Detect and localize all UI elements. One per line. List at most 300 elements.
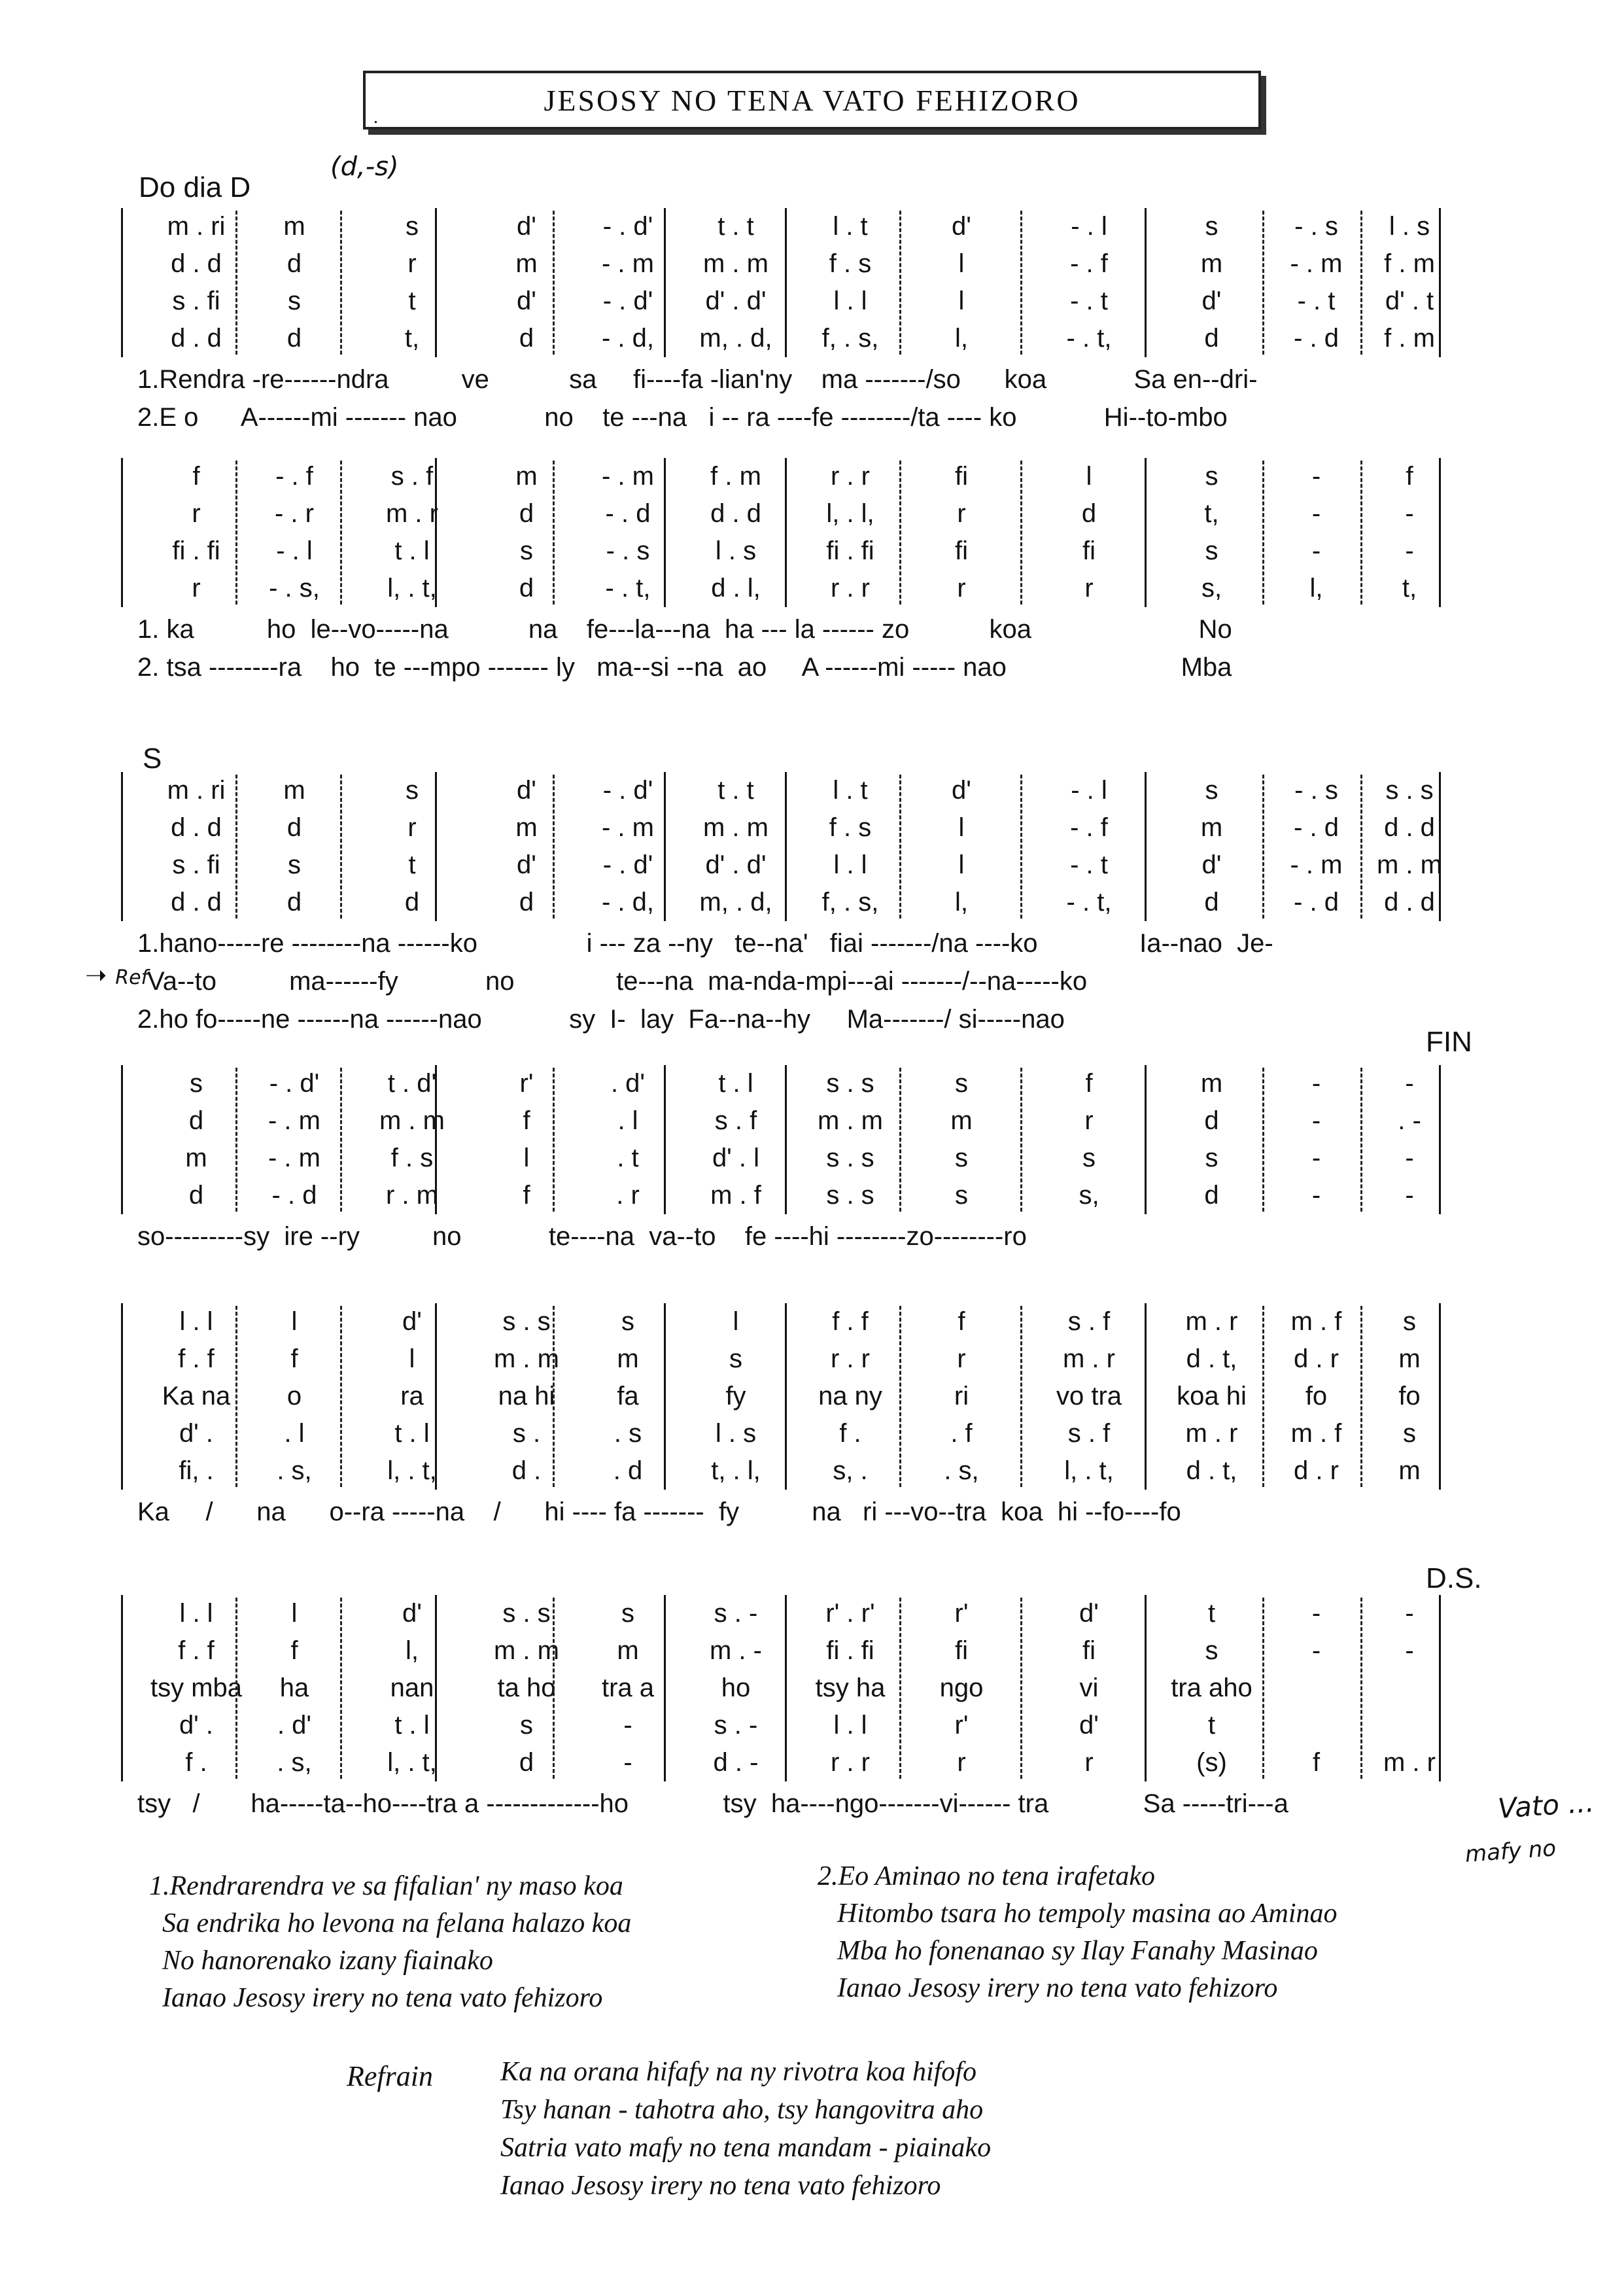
solfa-cell: t . l (394, 1711, 430, 1740)
beat-divider (899, 775, 901, 919)
solfa-cell: m (515, 813, 538, 842)
solfa-cell: l (958, 850, 965, 879)
solfa-cell: s (1205, 1144, 1218, 1172)
solfa-cell: s . fi (172, 850, 220, 879)
solfa-cell: l (958, 287, 965, 315)
solfa-cell: - . f (275, 462, 313, 491)
solfa-cell: d' (517, 287, 536, 315)
bar-line (1439, 772, 1441, 921)
bar-line (435, 1065, 437, 1214)
solfa-cell: d . d (1384, 888, 1435, 917)
solfa-cell: f (1406, 462, 1413, 491)
beat-divider (235, 1598, 237, 1779)
bar-line (664, 1595, 666, 1781)
ref-marker: Ref (115, 966, 148, 989)
solfa-cell: l . l (833, 1711, 867, 1740)
solfa-cell: fi (955, 462, 968, 491)
solfa-cell: d . d (171, 249, 222, 278)
solfa-cell: f, . s, (821, 888, 879, 917)
solfa-cell: s (955, 1069, 968, 1098)
solfa-cell: fi, . (179, 1456, 214, 1485)
beat-divider (340, 1598, 342, 1779)
solfa-cell: s . s (826, 1069, 874, 1098)
solfa-cell: m . r (386, 499, 438, 528)
solfa-cell: l, . t, (387, 574, 437, 603)
solfa-cell: fi . fi (172, 536, 220, 565)
solfa-cell (1269, 1670, 1364, 1707)
solfa-cell: fi (955, 1636, 968, 1665)
solfa-cell: d . l, (711, 574, 761, 603)
solfa-cell: d . (511, 1456, 542, 1485)
solfa-cell: s (1403, 1307, 1416, 1336)
bar-line (785, 458, 787, 607)
solfa-cell: t . d' (387, 1069, 437, 1098)
solfa-cell: s . (512, 1419, 541, 1448)
solfa-cell: f . s (829, 813, 872, 842)
solfa-cell: - (1405, 1181, 1414, 1210)
solfa-cell: l, . l, (826, 499, 874, 528)
solfa-cell: - . d (1294, 888, 1339, 917)
solfa-cell: - . t (1297, 287, 1336, 315)
solfa-cell: m (1200, 813, 1223, 842)
solfa-cell: fi (1082, 536, 1096, 565)
beat-divider (235, 1068, 237, 1212)
solfa-cell: vo tra (1056, 1382, 1122, 1410)
solfa-cell: - (623, 1711, 632, 1740)
solfa-cell: d' . (179, 1711, 214, 1740)
solfa-cell: r . r (831, 574, 870, 603)
solfa-cell: m (1200, 1069, 1223, 1098)
solfa-cell: - (623, 1748, 632, 1777)
voice-row (121, 1102, 1455, 1140)
bar-line (1439, 1303, 1441, 1490)
solfa-cell: t (408, 850, 416, 879)
solfa-cell: d (286, 249, 302, 278)
key-signature: Do dia D (139, 171, 251, 203)
voice-row (121, 1632, 1455, 1670)
solfa-cell: r' (954, 1711, 969, 1740)
bar-line (785, 1595, 787, 1781)
beat-divider (899, 461, 901, 604)
solfa-cell: ta ho (497, 1673, 556, 1702)
solfa-cell: - . d' (269, 1069, 320, 1098)
solfa-cell: l, (1309, 574, 1323, 603)
ds-label: D.S. (1426, 1562, 1482, 1594)
voice-row (121, 1340, 1455, 1378)
bar-line (1145, 772, 1147, 921)
beat-divider (1360, 1306, 1362, 1487)
refrain-line: Tsy hanan - tahotra aho, tsy hangovitra aho (500, 2095, 984, 2125)
voice-row (121, 570, 1455, 607)
solfa-cell: d' (1201, 850, 1222, 879)
solfa-cell: d (519, 1748, 534, 1777)
solfa-cell (1269, 1707, 1364, 1744)
lyric-line: 2. tsa --------ra ho te ---mpo ------- ly ma--si --na ao A ------mi ----- nao Mba (137, 652, 1232, 682)
solfa-cell: s . s (1385, 776, 1434, 805)
solfa-cell: f (523, 1106, 530, 1135)
solfa-cell: d' (1079, 1711, 1099, 1740)
solfa-cell: l, (955, 324, 968, 353)
solfa-cell: - (1311, 1106, 1321, 1135)
solfa-cell: - . d, (601, 324, 655, 353)
solfa-cell: l, . t, (387, 1748, 437, 1777)
solfa-cell: s . - (714, 1599, 758, 1628)
solfa-cell: d . d (171, 888, 222, 917)
solfa-cell: - . l (276, 536, 313, 565)
solfa-cell: - . t, (605, 574, 651, 603)
solfa-cell: Ka na (162, 1382, 231, 1410)
voice-row (121, 809, 1455, 847)
solfa-cell: t (408, 287, 416, 315)
solfa-cell: - . m (268, 1106, 320, 1135)
verse-2-line: Ianao Jesosy irery no tena vato fehizoro (837, 1973, 1278, 2003)
solfa-cell: s (1403, 1419, 1416, 1448)
solfa-cell: d' . (179, 1419, 214, 1448)
voice-row (121, 1452, 1455, 1490)
solfa-cell: ho (721, 1673, 751, 1702)
solfa-cell: . l (617, 1106, 638, 1135)
solfa-cell: - . t (1070, 287, 1108, 315)
solfa-cell: - (1311, 1636, 1321, 1665)
solfa-cell: - (1311, 462, 1321, 491)
page-title: JESOSY NO TENA VATO FEHIZORO (544, 83, 1080, 117)
beat-divider (1360, 1598, 1362, 1779)
bar-line (121, 772, 123, 921)
solfa-cell: s . f (714, 1106, 757, 1135)
solfa-cell: f . f (832, 1307, 869, 1336)
beat-divider (1020, 1306, 1022, 1487)
solfa-cell: r (1084, 574, 1094, 603)
solfa-cell: f . m (1384, 324, 1435, 353)
solfa-cell: tsy mba (150, 1673, 243, 1702)
bar-line (664, 1303, 666, 1490)
solfa-cell: s (621, 1307, 634, 1336)
solfa-cell: t, (1204, 499, 1219, 528)
solfa-cell: r' . r' (825, 1599, 875, 1628)
solfa-cell: s (955, 1181, 968, 1210)
bar-line (1145, 1595, 1147, 1781)
solfa-cell: s (190, 1069, 203, 1098)
voice-row (121, 847, 1455, 884)
solfa-cell: fi (955, 536, 968, 565)
solfa-cell: s . f (1067, 1307, 1111, 1336)
solfa-cell: s, (1079, 1181, 1099, 1210)
solfa-cell: t (1207, 1599, 1216, 1628)
solfa-cell: l . t (833, 212, 868, 241)
solfa-cell: - (1405, 1069, 1414, 1098)
lyric-line: Ka / na o--ra -----na / hi ---- fa ------- fy na ri ---vo--tra koa hi --fo----fo (137, 1497, 1181, 1526)
solfa-cell: r' (954, 1599, 969, 1628)
solfa-cell: f . (185, 1748, 207, 1777)
solfa-cell: d' (402, 1599, 422, 1628)
beat-divider (1262, 1306, 1264, 1487)
bar-line (664, 208, 666, 357)
solfa-cell: f . s (829, 249, 872, 278)
solfa-cell: s . s (826, 1144, 874, 1172)
voice-row (121, 1140, 1455, 1177)
solfa-cell: - (1405, 1144, 1414, 1172)
solfa-cell: d . d (171, 813, 222, 842)
voice-row (121, 884, 1455, 921)
solfa-cell: - . f (1070, 249, 1108, 278)
solfa-cell: r (407, 813, 417, 842)
verse-1 (149, 1868, 631, 2017)
solfa-cell: f (523, 1181, 530, 1210)
refrain-line: Satria vato mafy no tena mandam - piainako (500, 2133, 992, 2163)
solfa-cell: t . l (394, 536, 430, 565)
solfa-cell: d (1204, 324, 1219, 353)
bar-line (785, 1303, 787, 1490)
solfa-cell: ha (279, 1673, 309, 1702)
solfa-cell: fa (617, 1382, 639, 1410)
refrain-text (500, 2053, 991, 2205)
music-system (121, 208, 1455, 432)
solfa-cell: d (286, 324, 302, 353)
solfa-cell: fi . fi (826, 536, 874, 565)
handwritten-note-line2: mafy no (1464, 1835, 1557, 1868)
lyric-line: tsy / ha-----ta--ho----tra a -------------ho tsy ha----ngo-------vi------ tra Sa -----tri---a (137, 1789, 1288, 1818)
solfa-cell: - . m (268, 1144, 320, 1172)
beat-divider (553, 775, 555, 919)
bar-line (1145, 1303, 1147, 1490)
solfa-cell: - . d' (602, 776, 653, 805)
solfa-cell: s . s (502, 1307, 551, 1336)
solfa-cell: r (957, 574, 966, 603)
music-system (121, 1065, 1455, 1251)
beat-divider (340, 211, 342, 355)
voice-row (121, 320, 1455, 357)
voice-row (121, 772, 1455, 809)
voice-row (121, 1177, 1455, 1214)
solfa-cell: r . r (831, 1344, 870, 1373)
solfa-cell: r (192, 574, 201, 603)
beat-divider (1360, 775, 1362, 919)
bar-line (664, 1065, 666, 1214)
solfa-cell: - (1405, 1636, 1414, 1665)
solfa-cell: fo (1398, 1382, 1421, 1410)
solfa-cell: m (617, 1344, 639, 1373)
voice-row (121, 283, 1455, 320)
solfa-cell: l, (955, 888, 968, 917)
solfa-cell: - . d (1294, 813, 1339, 842)
bar-line (435, 1303, 437, 1490)
solfa-cell: f (290, 1636, 298, 1665)
bar-line (121, 1595, 123, 1781)
solfa-cell: m . r (1063, 1344, 1115, 1373)
solfa-cell: d' (1079, 1599, 1099, 1628)
solfa-cell: t . t (717, 212, 754, 241)
beat-divider (340, 1306, 342, 1487)
bar-line (121, 458, 123, 607)
solfa-cell: m (283, 212, 305, 241)
solfa-cell: m . ri (167, 212, 226, 241)
voice-row (121, 1303, 1455, 1340)
solfa-cell: m (950, 1106, 973, 1135)
bar-line (1439, 458, 1441, 607)
solfa-cell: s (406, 212, 419, 241)
lyric-line: 2.E o A------mi ------- nao no te ---na i -- ra ----fe --------/ta ---- ko Hi--to-mbo (137, 402, 1228, 432)
solfa-cell: - . s (1294, 776, 1338, 805)
beat-divider (235, 1306, 237, 1487)
solfa-cell: m . m (494, 1636, 559, 1665)
solfa-cell: d (1081, 499, 1097, 528)
verse-1-line: No hanorenako izany fiainako (162, 1946, 493, 1976)
solfa-cell: l . s (715, 536, 757, 565)
beat-divider (553, 1598, 555, 1779)
solfa-cell: d . t, (1186, 1344, 1237, 1373)
solfa-cell: - . d' (602, 212, 653, 241)
solfa-cell: l, (406, 1636, 419, 1665)
beat-divider (340, 1068, 342, 1212)
solfa-cell: f (290, 1344, 298, 1373)
beat-divider (1360, 211, 1362, 355)
solfa-cell: nan (390, 1673, 434, 1702)
solfa-cell: s . fi (172, 287, 220, 315)
beat-divider (1262, 211, 1264, 355)
lyric-line: so---------sy ire --ry no te----na va--to fe ----hi --------zo--------ro (137, 1221, 1027, 1251)
solfa-cell: t . l (394, 1419, 430, 1448)
solfa-cell: r (1084, 1106, 1094, 1135)
solfa-cell: fo (1305, 1382, 1328, 1410)
solfa-cell: f . f (178, 1636, 215, 1665)
solfa-cell: s (621, 1599, 634, 1628)
solfa-cell: . s, (277, 1748, 312, 1777)
bar-line (1145, 208, 1147, 357)
solfa-cell: t, (1402, 574, 1417, 603)
solfa-cell: s . s (826, 1181, 874, 1210)
solfa-cell: t, . l, (711, 1456, 761, 1485)
solfa-cell: (s) (1196, 1748, 1227, 1777)
solfa-cell: m . f (710, 1181, 761, 1210)
music-system (121, 458, 1455, 682)
solfa-cell: d' (952, 776, 971, 805)
bar-line (1439, 208, 1441, 357)
solfa-cell: d (1204, 1181, 1219, 1210)
solfa-cell: s, (1201, 574, 1222, 603)
solfa-cell: d (1204, 888, 1219, 917)
solfa-cell: - . s, (269, 574, 320, 603)
solfa-cell: - . l (1071, 212, 1107, 241)
solfa-cell: f . s (390, 1144, 434, 1172)
solfa-cell: m (1200, 249, 1223, 278)
solfa-cell: - . d (605, 499, 651, 528)
solfa-cell: s (1205, 776, 1218, 805)
voice-row (121, 1065, 1455, 1102)
bar-line (121, 1303, 123, 1490)
solfa-cell: m . r (1185, 1307, 1238, 1336)
beat-divider (1262, 461, 1264, 604)
solfa-cell: l, . t, (1064, 1456, 1114, 1485)
voice-row (121, 1744, 1455, 1781)
solfa-cell: l (409, 1344, 415, 1373)
solfa-cell: l . t (833, 776, 868, 805)
solfa-cell: - . f (1070, 813, 1108, 842)
beat-divider (1020, 775, 1022, 919)
solfa-cell: t (1207, 1711, 1216, 1740)
beat-divider (899, 1306, 901, 1487)
solfa-cell: s (1205, 1636, 1218, 1665)
solfa-cell: s . - (714, 1711, 758, 1740)
voice-row (121, 1378, 1455, 1415)
solfa-cell: m (617, 1636, 639, 1665)
solfa-cell: s (520, 536, 533, 565)
solfa-cell: s (288, 850, 301, 879)
solfa-cell: l (958, 813, 965, 842)
voice-row (121, 1670, 1455, 1707)
solfa-cell: d (1204, 1106, 1219, 1135)
solfa-cell: d' (517, 776, 536, 805)
solfa-cell: l (733, 1307, 739, 1336)
solfa-cell: r (1084, 1748, 1094, 1777)
beat-divider (1020, 1598, 1022, 1779)
solfa-cell: o (286, 1382, 302, 1410)
bar-line (435, 458, 437, 607)
solfa-cell: l . s (1389, 212, 1430, 241)
beat-divider (899, 1068, 901, 1212)
solfa-cell: - . m (1290, 850, 1343, 879)
bar-line (435, 1595, 437, 1781)
solfa-cell: r' (519, 1069, 534, 1098)
solfa-cell: l . l (833, 287, 867, 315)
solfa-cell: m (515, 249, 538, 278)
voice-row (121, 495, 1455, 533)
solfa-cell: . l (284, 1419, 305, 1448)
solfa-cell: . d' (277, 1711, 312, 1740)
solfa-cell: m . - (710, 1636, 762, 1665)
solfa-cell: m . f (1290, 1419, 1342, 1448)
solfa-cell: m . ri (167, 776, 226, 805)
solfa-cell: l . l (833, 850, 867, 879)
bar-line (785, 772, 787, 921)
bar-line (785, 208, 787, 357)
solfa-cell: - . m (602, 813, 654, 842)
solfa-cell: - . t (1070, 850, 1108, 879)
solfa-cell: s (1205, 536, 1218, 565)
solfa-cell: . t (617, 1144, 639, 1172)
solfa-cell: . d (613, 1456, 643, 1485)
solfa-cell: f (958, 1307, 965, 1336)
solfa-cell: f (192, 462, 200, 491)
solfa-cell: - . l (1071, 776, 1107, 805)
solfa-cell: d (286, 888, 302, 917)
voice-row (121, 245, 1455, 283)
solfa-cell: ri (954, 1382, 969, 1410)
solfa-cell: r . r (831, 1748, 870, 1777)
verse-1-line: Sa endrika ho levona na felana halazo koa (162, 1908, 632, 1938)
solfa-cell: . - (1398, 1106, 1421, 1135)
beat-divider (1262, 1068, 1264, 1212)
solfa-cell: tra aho (1171, 1673, 1253, 1702)
solfa-cell: f . m (1384, 249, 1435, 278)
solfa-cell: s (288, 287, 301, 315)
solfa-cell: r (957, 1344, 966, 1373)
solfa-cell: d (286, 813, 302, 842)
refrain-line: Ka na orana hifafy na ny rivotra koa hifofo (500, 2057, 976, 2087)
beat-divider (1020, 211, 1022, 355)
beat-divider (899, 211, 901, 355)
solfa-cell: f . (839, 1419, 861, 1448)
verse-2-line: Hitombo tsara ho tempoly masina ao Aminao (837, 1899, 1338, 1929)
solfa-cell: - . m (1290, 249, 1343, 278)
solfa-cell: d (519, 888, 534, 917)
solfa-cell: m . m (379, 1106, 445, 1135)
beat-divider (553, 211, 555, 355)
beat-divider (553, 1068, 555, 1212)
solfa-cell: - . d' (602, 287, 653, 315)
solfa-cell: r (407, 249, 417, 278)
solfa-cell: r (957, 499, 966, 528)
solfa-cell: s (1205, 462, 1218, 491)
